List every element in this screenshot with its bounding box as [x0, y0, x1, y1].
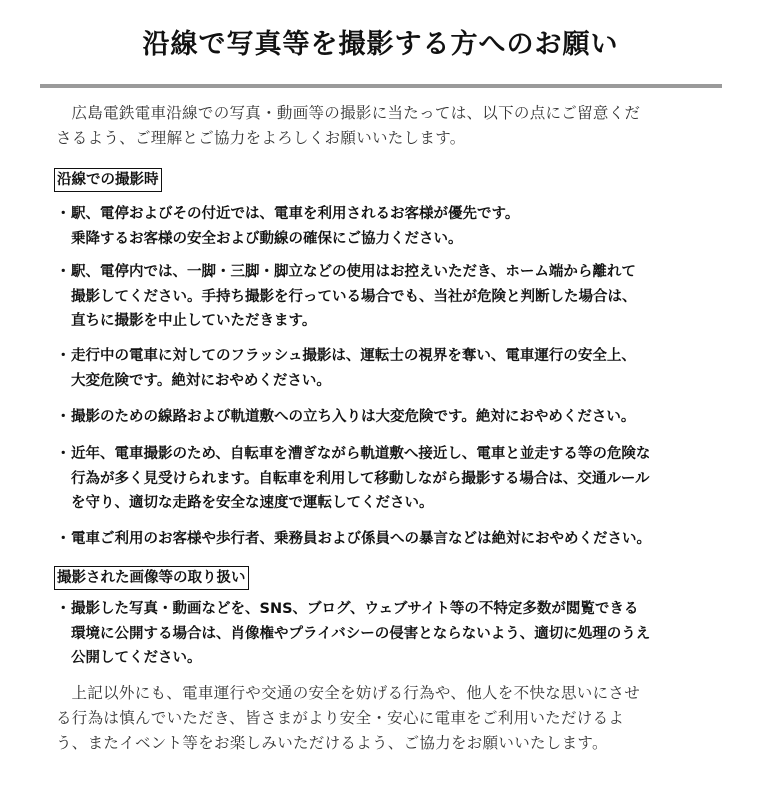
list-item	[56, 202, 721, 251]
list-item	[56, 405, 721, 430]
bullet-marker: ・	[56, 601, 71, 617]
list-item-text: 撮影した写真・動画などを、SNS、ブログ、ウェブサイト等の不特定多数が閲覧できる 環境に公開する場合は、肖像権やプライバシーの侵害とならないよう、適切に処理のうえ 公開してください。	[71, 601, 651, 666]
bullet-marker: ・	[56, 409, 71, 425]
list-item	[56, 527, 721, 552]
section-heading-shooting: 沿線での撮影時	[54, 168, 162, 192]
closing-paragraph: 上記以外にも、電車運行や交通の安全を妨げる行為や、他人を不快な思いにさせ る行為は慎んでいただき、皆さまがより安全・安心に電車をご利用いただけるよ う、またイベント等をお楽しみいただけるよう、ご協力をお願いいたします。	[56, 684, 640, 752]
intro-paragraph: 広島電鉄電車沿線での写真・動画等の撮影に当たっては、以下の点にご留意くだ さるよう、ご理解とご協力をよろしくお願いいたします。	[56, 104, 641, 147]
bullet-marker: ・	[56, 446, 71, 462]
list-item-text: 走行中の電車に対してのフラッシュ撮影は、運転士の視界を奪い、電車運行の安全上、 大変危険です。絶対におやめください。	[71, 348, 636, 389]
list-item-text: 駅、電停およびその付近では、電車を利用されるお客様が優先です。 乗降するお客様の安全および動線の確保にご協力ください。	[71, 206, 520, 247]
list-item	[56, 344, 721, 393]
list-item-text: 近年、電車撮影のため、自転車を漕ぎながら軌道敷へ接近し、電車と並走する等の危険な 行為が多く見受けられます。自転車を利用して移動しながら撮影する場合は、交通ルール を守り、適切な走路を安全な速度で運転してください。	[71, 446, 651, 511]
bullet-marker: ・	[56, 206, 71, 222]
list-item-text: 撮影のための線路および軌道敷への立ち入りは大変危険です。絶対におやめください。	[71, 409, 636, 425]
section-heading-image-handling: 撮影された画像等の取り扱い	[54, 566, 249, 590]
title-divider	[40, 84, 722, 88]
bullet-marker: ・	[56, 264, 71, 280]
list-item-text: 電車ご利用のお客様や歩行者、乗務員および係員への暴言などは絶対におやめください。	[71, 531, 651, 547]
list-item-text: 駅、電停内では、一脚・三脚・脚立などの使用はお控えいただき、ホーム端から離れて 撮影してください。手持ち撮影を行っている場合でも、当社が危険と判断した場合は、 直ちに撮影を中止していただきます。	[71, 264, 637, 329]
list-item	[56, 442, 721, 516]
page-title: 沿線で写真等を撮影する方へのお願い	[142, 29, 619, 60]
list-item	[56, 597, 721, 671]
bullet-marker: ・	[56, 531, 71, 547]
bullet-marker: ・	[56, 348, 71, 364]
list-item	[56, 260, 721, 334]
